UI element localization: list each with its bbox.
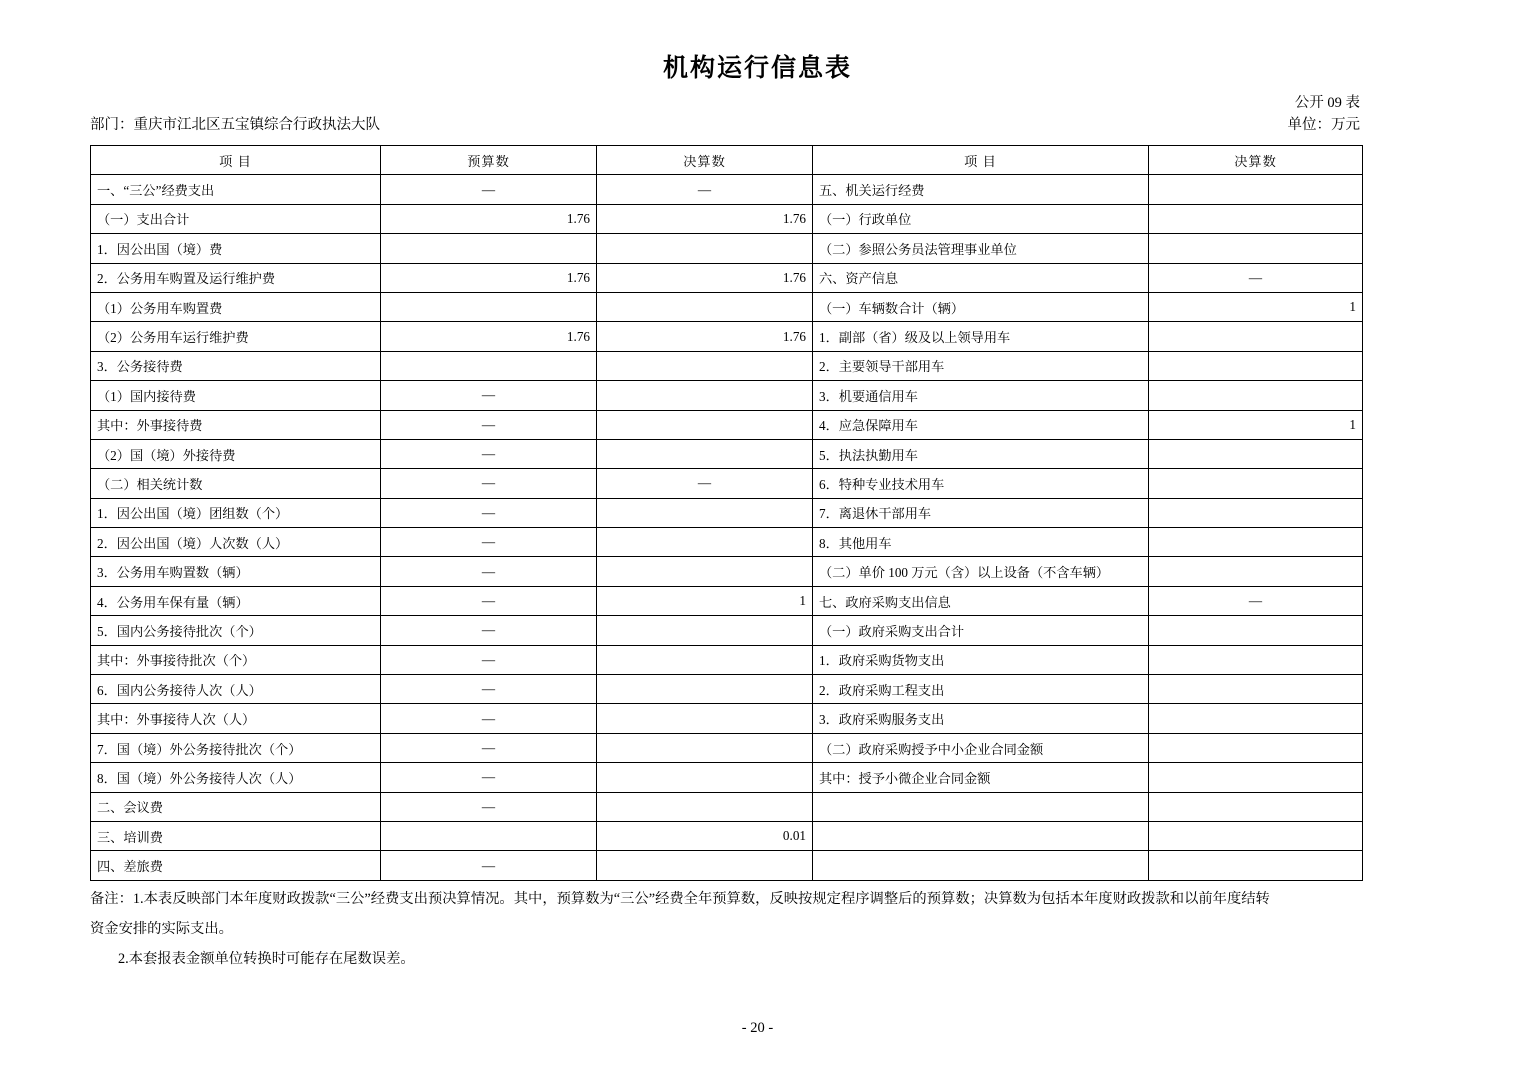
row-budget-value bbox=[381, 351, 597, 380]
row-budget-value: — bbox=[381, 439, 597, 468]
table-row bbox=[91, 381, 1363, 410]
table-header-row bbox=[91, 146, 1363, 175]
row-final-value bbox=[597, 733, 813, 762]
row-label-left: 其中：外事接待费 bbox=[91, 410, 381, 439]
row-budget-value: — bbox=[381, 498, 597, 527]
row-label-left: 三、培训费 bbox=[91, 821, 381, 850]
row-label-left: （2）国（境）外接待费 bbox=[91, 439, 381, 468]
table-row bbox=[91, 616, 1363, 645]
row-final-value-2 bbox=[1149, 528, 1363, 557]
row-label-right: 六、资产信息 bbox=[813, 263, 1149, 292]
row-label-right: 其中：授予小微企业合同金额 bbox=[813, 763, 1149, 792]
table-row bbox=[91, 733, 1363, 762]
header-final-2: 决算数 bbox=[1149, 146, 1363, 175]
row-label-right bbox=[813, 792, 1149, 821]
row-final-value-2 bbox=[1149, 763, 1363, 792]
row-final-value-2 bbox=[1149, 704, 1363, 733]
row-budget-value: 1.76 bbox=[381, 322, 597, 351]
row-label-right: 1．副部（省）级及以上领导用车 bbox=[813, 322, 1149, 351]
row-label-right: （二）单价 100 万元（含）以上设备（不含车辆） bbox=[813, 557, 1149, 586]
table-row bbox=[91, 792, 1363, 821]
row-label-left: 3．公务用车购置数（辆） bbox=[91, 557, 381, 586]
row-final-value-2 bbox=[1149, 469, 1363, 498]
row-label-right: 五、机关运行经费 bbox=[813, 175, 1149, 204]
header-budget: 预算数 bbox=[381, 146, 597, 175]
row-final-value bbox=[597, 851, 813, 880]
row-final-value bbox=[597, 792, 813, 821]
row-final-value-2 bbox=[1149, 498, 1363, 527]
row-final-value: — bbox=[597, 175, 813, 204]
row-budget-value: — bbox=[381, 704, 597, 733]
row-final-value-2 bbox=[1149, 557, 1363, 586]
row-label-left: 2．因公出国（境）人次数（人） bbox=[91, 528, 381, 557]
table-row bbox=[91, 292, 1363, 321]
row-budget-value: — bbox=[381, 410, 597, 439]
row-budget-value: 1.76 bbox=[381, 263, 597, 292]
row-label-left: 一、“三公”经费支出 bbox=[91, 175, 381, 204]
table-row bbox=[91, 351, 1363, 380]
row-final-value-2: 1 bbox=[1149, 410, 1363, 439]
row-budget-value: — bbox=[381, 381, 597, 410]
row-final-value-2 bbox=[1149, 381, 1363, 410]
table-row bbox=[91, 851, 1363, 880]
page-number: - 20 - bbox=[741, 1020, 774, 1036]
row-label-right: 1．政府采购货物支出 bbox=[813, 645, 1149, 674]
row-label-right: 3．政府采购服务支出 bbox=[813, 704, 1149, 733]
row-budget-value: — bbox=[381, 616, 597, 645]
row-label-right: 七、政府采购支出信息 bbox=[813, 586, 1149, 615]
row-label-right: 3．机要通信用车 bbox=[813, 381, 1149, 410]
institution-operation-table bbox=[90, 145, 1363, 881]
row-final-value-2 bbox=[1149, 204, 1363, 233]
row-label-right: （一）车辆数合计（辆） bbox=[813, 292, 1149, 321]
row-label-right: （二）政府采购授予中小企业合同金额 bbox=[813, 733, 1149, 762]
row-label-left: 1．因公出国（境）费 bbox=[91, 234, 381, 263]
row-label-left: 二、会议费 bbox=[91, 792, 381, 821]
row-final-value: 1.76 bbox=[597, 322, 813, 351]
row-label-left: 1．因公出国（境）团组数（个） bbox=[91, 498, 381, 527]
row-label-left: 四、差旅费 bbox=[91, 851, 381, 880]
row-final-value-2 bbox=[1149, 792, 1363, 821]
row-label-right: 7．离退休干部用车 bbox=[813, 498, 1149, 527]
row-final-value: — bbox=[597, 469, 813, 498]
row-label-right: 2．政府采购工程支出 bbox=[813, 675, 1149, 704]
table-row bbox=[91, 704, 1363, 733]
row-final-value-2 bbox=[1149, 733, 1363, 762]
row-final-value-2 bbox=[1149, 322, 1363, 351]
row-label-right: （二）参照公务员法管理事业单位 bbox=[813, 234, 1149, 263]
row-label-left: 2．公务用车购置及运行维护费 bbox=[91, 263, 381, 292]
row-final-value bbox=[597, 381, 813, 410]
table-row bbox=[91, 586, 1363, 615]
row-final-value-2 bbox=[1149, 675, 1363, 704]
row-final-value-2 bbox=[1149, 234, 1363, 263]
page-title: 机构运行信息表 bbox=[662, 55, 852, 82]
row-budget-value bbox=[381, 292, 597, 321]
row-label-left: （2）公务用车运行维护费 bbox=[91, 322, 381, 351]
row-label-left: 其中：外事接待批次（个） bbox=[91, 645, 381, 674]
row-label-right: 6．特种专业技术用车 bbox=[813, 469, 1149, 498]
notes-block bbox=[90, 884, 1375, 974]
row-label-right: 2．主要领导干部用车 bbox=[813, 351, 1149, 380]
row-budget-value: — bbox=[381, 469, 597, 498]
row-final-value-2: 1 bbox=[1149, 292, 1363, 321]
row-budget-value: — bbox=[381, 586, 597, 615]
row-final-value bbox=[597, 675, 813, 704]
row-final-value bbox=[597, 763, 813, 792]
table-row bbox=[91, 498, 1363, 527]
row-final-value: 1 bbox=[597, 586, 813, 615]
row-label-left: 4．公务用车保有量（辆） bbox=[91, 586, 381, 615]
note-line-2: 资金安排的实际支出。 bbox=[90, 921, 233, 937]
table-row bbox=[91, 469, 1363, 498]
row-final-value-2: — bbox=[1149, 586, 1363, 615]
table-row bbox=[91, 322, 1363, 351]
row-budget-value: — bbox=[381, 851, 597, 880]
row-final-value: 1.76 bbox=[597, 204, 813, 233]
table-row bbox=[91, 204, 1363, 233]
row-label-left: 3．公务接待费 bbox=[91, 351, 381, 380]
table-row bbox=[91, 763, 1363, 792]
row-budget-value: — bbox=[381, 763, 597, 792]
row-final-value: 0.01 bbox=[597, 821, 813, 850]
note-line-3: 2.本套报表金额单位转换时可能存在尾数误差。 bbox=[118, 951, 415, 967]
row-final-value-2 bbox=[1149, 439, 1363, 468]
department-label: 部门：重庆市江北区五宝镇综合行政执法大队 bbox=[90, 117, 380, 133]
table-row bbox=[91, 557, 1363, 586]
row-budget-value: — bbox=[381, 675, 597, 704]
header-final: 决算数 bbox=[597, 146, 813, 175]
row-label-left: （1）国内接待费 bbox=[91, 381, 381, 410]
row-label-left: （1）公务用车购置费 bbox=[91, 292, 381, 321]
row-final-value bbox=[597, 704, 813, 733]
row-budget-value bbox=[381, 821, 597, 850]
table-row bbox=[91, 234, 1363, 263]
unit-label: 单位：万元 bbox=[1287, 117, 1360, 133]
note-line-1: 备注：1.本表反映部门本年度财政拨款“三公”经费支出预决算情况。其中，预算数为“三公”经费全年预算数，反映按规定程序调整后的预算数；决算数为包括本年度财政拨款和以前年度结转 bbox=[90, 891, 1270, 907]
row-budget-value: 1.76 bbox=[381, 204, 597, 233]
row-final-value-2: — bbox=[1149, 263, 1363, 292]
row-label-right: 4．应急保障用车 bbox=[813, 410, 1149, 439]
sheet-label: 公开 09 表 bbox=[1294, 95, 1360, 111]
row-budget-value: — bbox=[381, 645, 597, 674]
row-budget-value bbox=[381, 234, 597, 263]
header-item-right: 项 目 bbox=[813, 146, 1149, 175]
row-final-value bbox=[597, 616, 813, 645]
row-final-value-2 bbox=[1149, 616, 1363, 645]
row-final-value: 1.76 bbox=[597, 263, 813, 292]
row-label-left: 8．国（境）外公务接待人次（人） bbox=[91, 763, 381, 792]
table-row bbox=[91, 439, 1363, 468]
row-final-value bbox=[597, 410, 813, 439]
row-budget-value: — bbox=[381, 557, 597, 586]
header-item-left: 项 目 bbox=[91, 146, 381, 175]
row-final-value bbox=[597, 557, 813, 586]
table-row bbox=[91, 645, 1363, 674]
table-row bbox=[91, 263, 1363, 292]
row-label-left: （二）相关统计数 bbox=[91, 469, 381, 498]
row-label-left: 5．国内公务接待批次（个） bbox=[91, 616, 381, 645]
row-label-left: 7．国（境）外公务接待批次（个） bbox=[91, 733, 381, 762]
row-label-right: 5．执法执勤用车 bbox=[813, 439, 1149, 468]
row-label-left: （一）支出合计 bbox=[91, 204, 381, 233]
row-budget-value: — bbox=[381, 733, 597, 762]
row-final-value bbox=[597, 528, 813, 557]
row-final-value bbox=[597, 498, 813, 527]
row-budget-value: — bbox=[381, 175, 597, 204]
row-label-right: （一）政府采购支出合计 bbox=[813, 616, 1149, 645]
table-row bbox=[91, 821, 1363, 850]
row-label-right: （一）行政单位 bbox=[813, 204, 1149, 233]
row-final-value-2 bbox=[1149, 175, 1363, 204]
table-row bbox=[91, 528, 1363, 557]
row-final-value-2 bbox=[1149, 851, 1363, 880]
row-label-right bbox=[813, 821, 1149, 850]
row-final-value bbox=[597, 292, 813, 321]
table-row bbox=[91, 410, 1363, 439]
row-label-left: 6．国内公务接待人次（人） bbox=[91, 675, 381, 704]
row-final-value-2 bbox=[1149, 645, 1363, 674]
row-label-right: 8．其他用车 bbox=[813, 528, 1149, 557]
row-budget-value: — bbox=[381, 792, 597, 821]
row-final-value bbox=[597, 234, 813, 263]
row-final-value bbox=[597, 439, 813, 468]
table-row bbox=[91, 175, 1363, 204]
row-final-value bbox=[597, 351, 813, 380]
row-label-right bbox=[813, 851, 1149, 880]
table-row bbox=[91, 675, 1363, 704]
row-final-value-2 bbox=[1149, 351, 1363, 380]
row-final-value bbox=[597, 645, 813, 674]
row-label-left: 其中：外事接待人次（人） bbox=[91, 704, 381, 733]
row-budget-value: — bbox=[381, 528, 597, 557]
row-final-value-2 bbox=[1149, 821, 1363, 850]
